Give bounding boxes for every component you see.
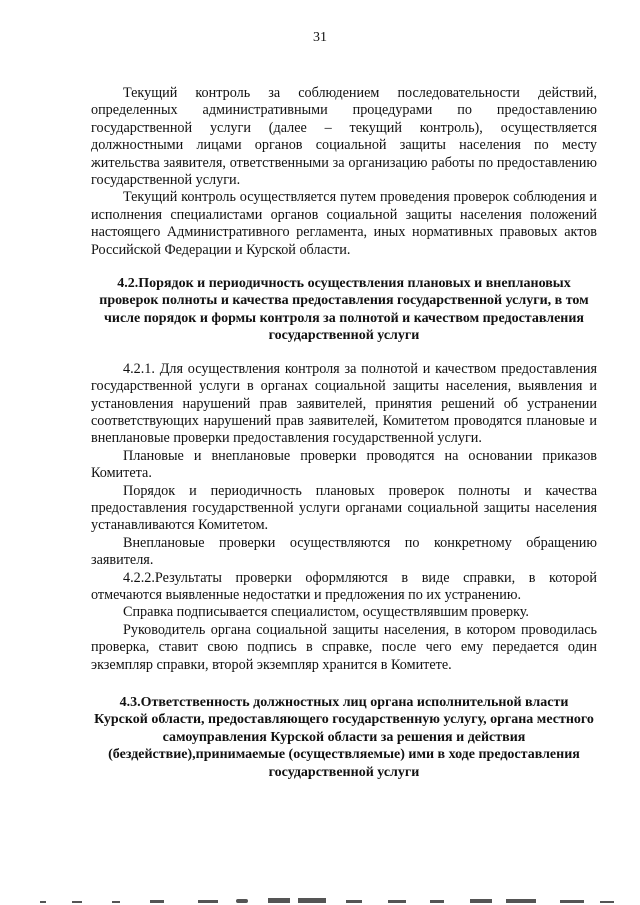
paragraph-inspections-basis: Плановые и внеплановые проверки проводятся на основании приказов Комитета. [91,447,597,482]
paragraph-unscheduled-inspections: Внеплановые проверки осуществляются по конкретному обращению заявителя. [91,534,597,569]
paragraph-head-signature: Руководитель органа социальной защиты населения, в котором проводилась проверка, ставит свою подпись в справке, после чего ему передается один экземпляр справки, второй экземпляр хранится в Комитете. [91,621,597,673]
paragraph-certificate-signing: Справка подписывается специалистом, осуществлявшим проверку. [123,604,529,621]
paragraph-4-2-2: 4.2.2.Результаты проверки оформляются в виде справки, в которой отмечаются выявленные недостатки и предложения по их устранению. [91,569,597,603]
paragraph-inspections-order: Порядок и периодичность плановых проверок полноты и качества предоставления государственной услуги органами социальной защиты населения устанавливаются Комитетом. [91,482,597,534]
paragraph-current-control-method: Текущий контроль осуществляется путем проведения проверок соблюдения и исполнения специалистами органов социальной защиты населения положений настоящего Административного регламента, иных нормативных правовых актов Российской Федерации и Курской области. [91,189,597,258]
section-heading-4-3: 4.3.Ответственность должностных лиц органа исполнительной власти Курской области, предоставляющего государственную услугу, органа местного самоуправления Курской области за решения и действия (бездействие),принимаемые (осуществляемые) ими в ходе предоставления государственной услуги [94,695,594,780]
paragraph-current-control: Текущий контроль за соблюдением последовательности действий, определенных административными процедурами по предоставлению государственной услуги (далее – текущий контроль), осуществляется должностными лицами органов социальной защиты населения по месту жительства заявителя, ответственными за организацию работы по предоставлению государственной услуги. [91,85,597,189]
section-heading-4-2: 4.2.Порядок и периодичность осуществления плановых и внеплановых проверок полноты и качества предоставления государственной услуги, в том числе порядок и формы контроля за полнотой и качеством предоставления государственной услуги [99,276,589,344]
scan-artifacts [0,893,640,905]
page-number: 31 [313,30,327,45]
paragraph-4-2-1: 4.2.1. Для осуществления контроля за полнотой и качеством предоставления государственной услуги в органах социальной защиты населения, выявления и установления нарушений прав заявителей, принятия решений об устранении соответствующих нарушений прав заявителей, Комитетом проводятся плановые и внеплановые проверки предоставления государственной услуги. [91,360,597,447]
document-body [91,85,597,781]
